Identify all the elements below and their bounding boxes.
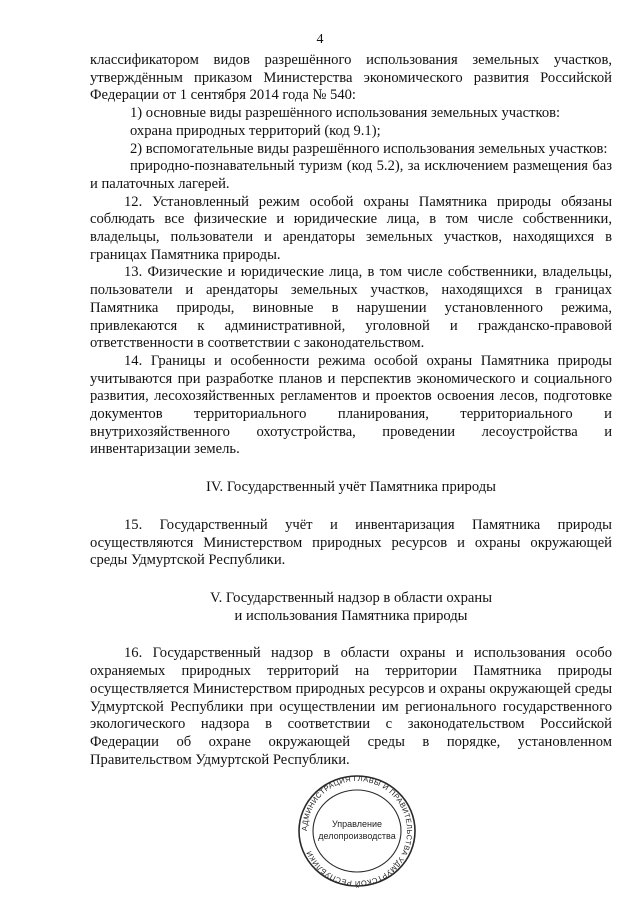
paragraph-auxiliary-uses: 2) вспомогательные виды разрешённого использования земельных участков:: [130, 140, 608, 157]
paragraph-15: 15. Государственный учёт и инвентаризация Памятника природы осуществляются Министерством природных ресурсов и охраны окружающей среды Удмуртской Республики.: [90, 516, 612, 569]
paragraph-13: 13. Физические и юридические лица, в том числе собственники, владельцы, пользователи и арендаторы земельных участков, находящихся в границах Памятника природы, виновные в нарушении установленного режима, привлекаются к административной, уголовной и гражданско-правовой ответственности в соответствии с законодательством.: [90, 264, 612, 352]
paragraph-nature-protection: охрана природных территорий (код 9.1);: [130, 122, 381, 139]
section-4-heading: IV. Государственный учёт Памятника природы: [206, 479, 496, 496]
spacer: [90, 570, 612, 590]
stamp-line1: Управление: [331, 819, 383, 829]
section-5-heading-line1: V. Государственный надзор в области охраны: [209, 589, 493, 606]
spacer: [90, 625, 612, 645]
spacer: [90, 459, 612, 479]
stamp-line2: делопроизводства: [318, 831, 396, 841]
paragraph-classifier: классификатором видов разрешённого использования земельных участков, утверждённым приказом Министерства экономического развития Российской Федерации от 1 сентября 2014 года № 540:: [90, 52, 612, 104]
paragraph-12: 12. Установленный режим особой охраны Памятника природы обязаны соблюдать все физические и юридические лица, в том числе собственники, владельцы, пользователи и арендаторы земельных участков, находящихся в границах Памятника природы.: [90, 193, 612, 263]
paragraph-14: 14. Границы и особенности режима особой охраны Памятника природы учитываются при разработке планов и перспектив экономического и социального развития, лесохозяйственных регламентов и проектов освоения лесов, подготовке документов территориального планирования, территориального и внутрихозяйственного охотустройства, проведении лесоустройства и инвентаризации земель.: [90, 352, 612, 458]
office-stamp: [292, 772, 422, 890]
stamp-ring-text: АДМИНИСТРАЦИЯ ГЛАВЫ И ПРАВИТЕЛЬСТВА УДМУРТСКОЙ РЕСПУБЛИКИ: [299, 773, 415, 889]
spacer: [90, 497, 612, 517]
section-5-heading-line2: и использования Памятника природы: [234, 607, 468, 624]
paragraph-16: 16. Государственный надзор в области охраны и использования особо охраняемых природных территорий на территории Памятника природы осуществляется Министерством природных ресурсов и охраны окружающей среды Удмуртской Республики при осуществлении им регионального государственного экологического надзора в соответствии с законодательством Российской Федерации об охране окружающей среды в порядке, установленном Правительством Удмуртской Республики.: [90, 645, 612, 768]
paragraph-main-uses: 1) основные виды разрешённого использования земельных участков:: [130, 105, 561, 122]
paragraph-tourism: природно-познавательный туризм (код 5.2), за исключением размещения баз и палаточных лагерей.: [90, 158, 612, 192]
page-number: 4: [316, 32, 324, 47]
document-body: [90, 52, 612, 769]
